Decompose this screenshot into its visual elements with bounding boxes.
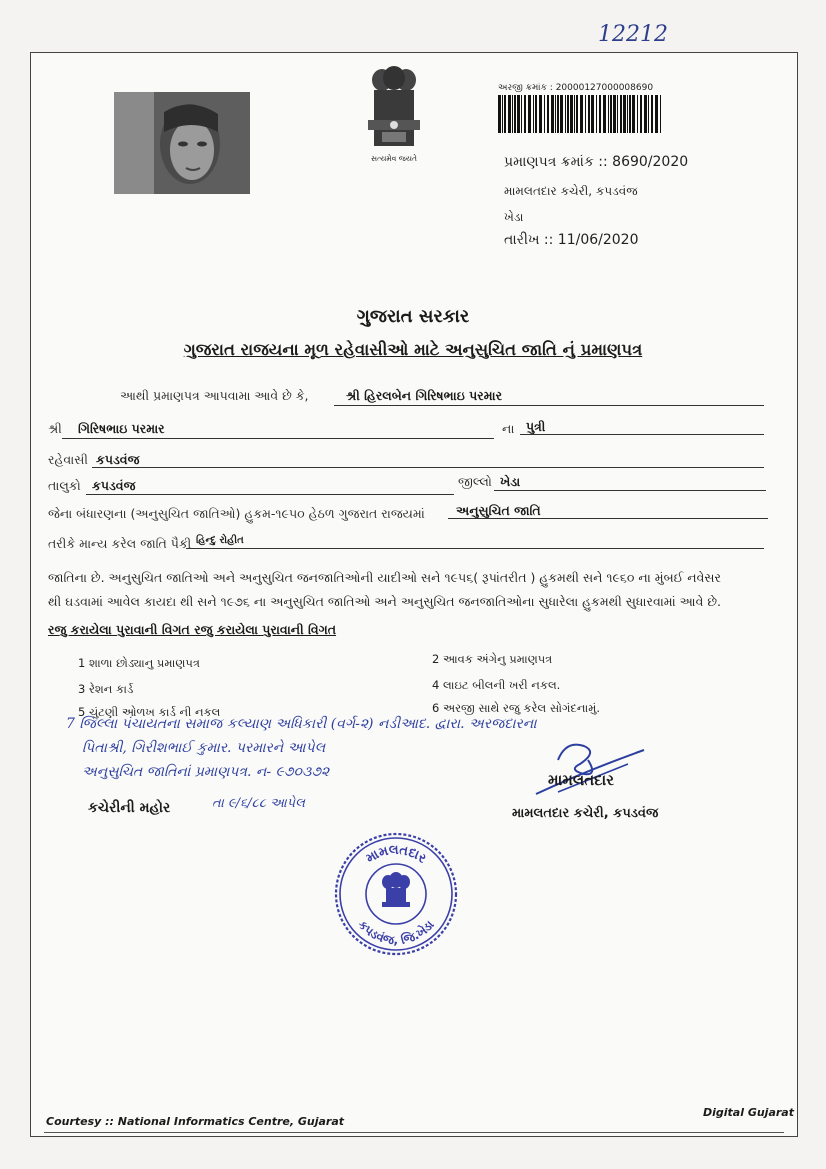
svg-text:કપડવંજ, જિ.ખેડા: કપડવંજ, જિ.ખેડા: [355, 917, 437, 948]
handwritten-note-line: પિતાશ્રી, ગિરીશભાઈ કુમાર. પરમારને આપેલ: [82, 740, 326, 756]
page-subtitle: ગુજરાત રાજયના મૂળ રહેવાસીઓ માટે અનુસુચિત જાતિ નું પ્રમાણપત્ર: [183, 340, 643, 359]
caste-value: હિન્દુ રોહીત: [196, 535, 244, 546]
district-label: જીલ્લો: [458, 474, 492, 489]
residence-line: [92, 467, 764, 468]
taluka-label: તાલુકો: [48, 478, 81, 493]
emblem-motto: સત્યમેવ જયતે: [371, 154, 417, 163]
handwritten-note-line: તા ૯/૬/૮૮ આપેલ: [212, 796, 305, 811]
document-item: 4 લાઇટ બીલની ખરી નકલ.: [432, 678, 561, 692]
caste-line: [186, 548, 764, 549]
taluka-line: [86, 494, 454, 495]
holder-name: શ્રી હિરલબેન ગિરિષભાઇ પરમાર: [346, 388, 503, 403]
order-label: જેના બંધારણના (અનુસુચિત જાતિઓ) હુકમ-૧૯૫૦ હેઠળ ગુજરાત રાજયમાં: [48, 506, 425, 521]
document-item: 1 શાળા છોડ્યાનુ પ્રમાણપત્ર: [78, 656, 200, 670]
barcode: [498, 95, 663, 133]
application-number: અરજી ક્રમાંક : 20000127000008690: [498, 83, 654, 93]
signatory-office: મામલતદાર કચેરી, કપડવંજ: [512, 806, 659, 821]
issuing-office: મામલતદાર કચેરી, કપડવંજ: [504, 184, 638, 198]
relation-line: [520, 434, 764, 435]
office-seal-label: કચેરીની મહોર: [88, 800, 171, 816]
father-name-line: [62, 438, 494, 439]
father-name: ગિરિષભાઇ પરમાર: [78, 421, 165, 436]
district-line: [494, 490, 766, 491]
order-value: અનુસુચિત જાતિ: [456, 503, 541, 518]
footer-divider: [44, 1132, 784, 1133]
taluka-value: કપડવંજ: [92, 478, 136, 493]
intro-label: આથી પ્રમાણપત્ર આપવામા આવે છે કે,: [120, 388, 309, 403]
residence-value: કપડવંજ: [96, 452, 140, 467]
order-line: [448, 518, 768, 519]
residence-label: રહેવાસી: [48, 452, 88, 467]
page-title: ગુજરાત સરકાર: [356, 306, 470, 327]
holder-photo: [114, 92, 250, 194]
document-item: 5 ચુંટણી ઓળખ કાર્ડ ની નકલ: [78, 705, 221, 719]
office-stamp-icon: [330, 830, 462, 958]
handwritten-note-line: અનુસુચિત જાતિનાં પ્રમાણપત્ર. ન- ૯૭૦૩૭૨: [82, 764, 330, 780]
certificate-number: પ્રમાણપત્ર ક્રમાંક :: 8690/2020: [504, 154, 689, 170]
footer-brand: Digital Gujarat: [703, 1106, 794, 1119]
caste-label: તરીકે માન્ય કરેલ જાતિ પૈકી: [48, 536, 192, 551]
handwritten-note-line: 7 જિલ્લા પંચાયતના સમાજ કલ્યાણ અધિકારી (વર્ગ-૨) નડીઆદ. દ્વારા. અરજદારના: [66, 716, 537, 732]
document-item: 3 રેશન કાર્ડ: [78, 682, 134, 696]
state-emblem-icon: [360, 66, 428, 162]
holder-name-line: [334, 405, 764, 406]
district-value: ખેડા: [500, 474, 521, 489]
issuing-district: ખેડા: [504, 210, 524, 224]
document-item: 6 અરજી સાથે રજુ કરેલ સોગંદનામું.: [432, 701, 601, 715]
certificate-paragraph-line-1: જાતિના છે. અનુસુચિત જાતિઓ અને અનુસુચિત જનજાતિઓની યાદીઓ સને ૧૯૫૬( રૂપાંતરીત ) હુકમથી સને ૧૯૬૦ ના મુંબઈ નવેસર: [48, 570, 721, 585]
relation-value: પુત્રી: [526, 419, 546, 434]
signature-scribble-icon: [528, 730, 648, 800]
certificate-paragraph-line-2: થી ઘડવામાં આવેલ કાયદા થી સને ૧૯૭૬ ના અનુસુચિત જાતિઓ અને અનુસુચિત જનજાતિઓના સુધારેલા હુકમથી સુધારવામાં આવે છે.: [48, 594, 721, 609]
relation-label: ના: [502, 421, 515, 436]
footer-courtesy: Courtesy :: National Informatics Centre, Gujarat: [46, 1115, 345, 1128]
document-item: 2 આવક અંગેનુ પ્રમાણપત્ર: [432, 652, 553, 666]
handwritten-reference-number: 12212: [598, 22, 668, 47]
issue-date: તારીખ :: 11/06/2020: [504, 232, 639, 248]
signatory-designation: મામલતદાર: [548, 771, 614, 789]
father-prefix: શ્રી: [48, 421, 62, 436]
documents-heading: રજુ કરાયેલા પુરાવાની વિગત રજુ કરાયેલા પુરાવાની વિગત: [48, 622, 337, 637]
svg-text:મામલતદાર: મામલતદાર: [363, 842, 429, 867]
